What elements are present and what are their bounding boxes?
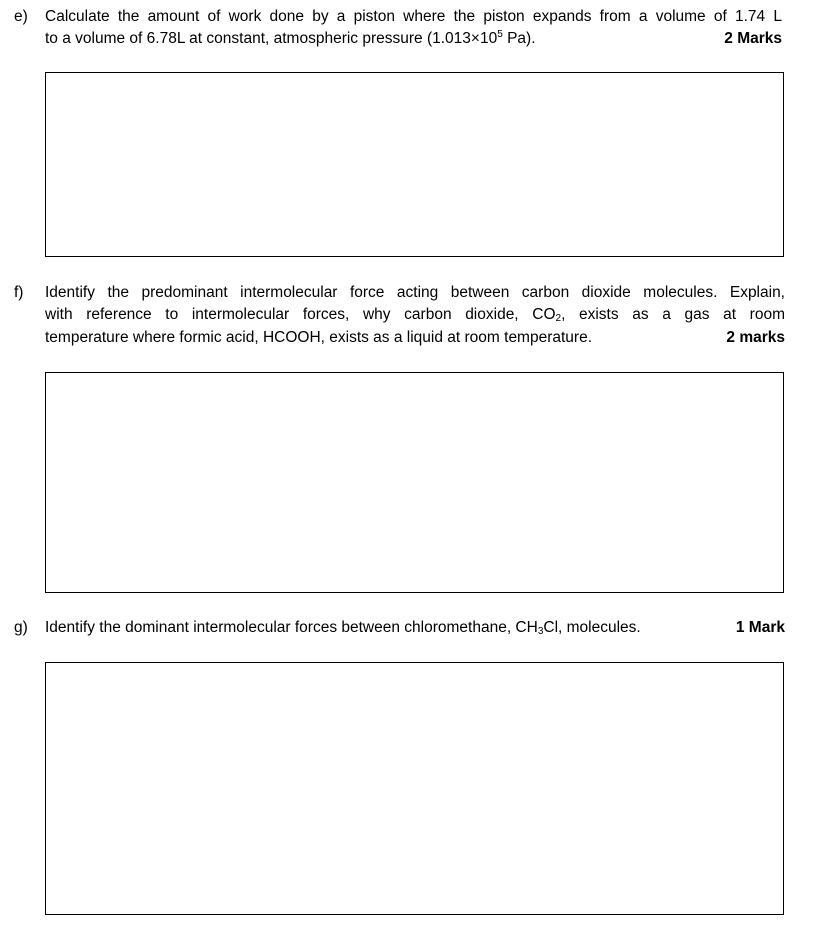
question-text-line	[45, 28, 785, 50]
question-text: with reference to intermolecular forces, why carbon dioxide, CO	[45, 306, 556, 323]
question-text: Calculate the amount of work done by a piston where the piston expands from a volume of 1.74 L	[45, 8, 782, 25]
question-text: Cl, molecules.	[543, 619, 641, 636]
superscript: 5	[497, 29, 503, 40]
marks-label: 2 marks	[726, 329, 785, 346]
question-text: Identify the dominant intermolecular forces between chloromethane, CH	[45, 619, 538, 636]
question-text-line	[45, 6, 782, 28]
question-letter: e)	[14, 8, 28, 25]
answer-box-g[interactable]	[45, 662, 784, 915]
question-text: to a volume of 6.78L at constant, atmospheric pressure (1.013×10	[45, 30, 498, 47]
question-text-line	[45, 327, 785, 349]
question-text: , exists as a gas at room	[561, 306, 785, 323]
question-letter: g)	[14, 619, 28, 636]
subscript: 3	[537, 626, 544, 637]
question-text-line	[45, 282, 785, 304]
subscript: 2	[555, 313, 562, 324]
question-text: Pa).	[502, 30, 536, 47]
question-letter: f)	[14, 284, 24, 301]
question-text: temperature where formic acid, HCOOH, exists as a liquid at room temperature.	[45, 329, 593, 346]
marks-label: 2 Marks	[724, 30, 782, 47]
question-text-line	[45, 304, 785, 326]
question-text: Identify the predominant intermolecular force acting between carbon dioxide molecules. Explain,	[45, 284, 785, 301]
answer-box-e[interactable]	[45, 72, 784, 257]
marks-label: 1 Mark	[735, 619, 785, 636]
question-text-line	[45, 617, 785, 639]
answer-box-f[interactable]	[45, 372, 784, 593]
